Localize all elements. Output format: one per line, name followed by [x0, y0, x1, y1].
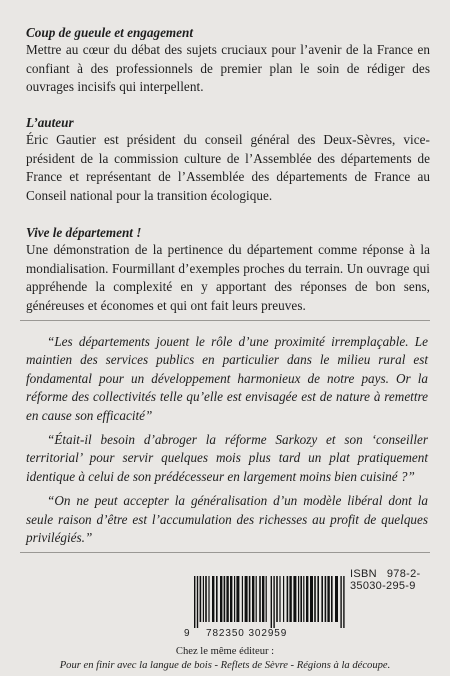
other-titles: Pour en finir avec la langue de bois - Reflets de Sèvre - Régions à la découpe. — [59, 660, 391, 671]
section-text: Éric Gautier est président du conseil général des Deux-Sèvres, vice-président de la commission culture de l’Assemblée des départements de France et représentant de l’Assemblée des départements de France au Conseil national pour la transition écologique. — [26, 132, 430, 203]
barcode-icon — [180, 576, 356, 628]
quotes-block — [26, 333, 428, 553]
divider-top — [20, 320, 430, 321]
isbn-number: 978-2-35030-295-9 — [350, 568, 421, 592]
section-heading: Vive le département ! — [26, 225, 142, 240]
barcode-lead-digit: 9 — [184, 628, 190, 639]
section-heading: L’auteur — [26, 115, 74, 130]
section-departement — [26, 224, 430, 315]
publisher-line: Chez le même éditeur : — [175, 646, 275, 657]
barcode-digits: 782350 302959 — [206, 628, 288, 639]
isbn-label: ISBN — [350, 568, 377, 580]
section-author — [26, 114, 430, 205]
section-heading: Coup de gueule et engagement — [26, 25, 194, 40]
quote: “On ne peut accepter la généralisation d’un modèle libéral dont la seule raison d’être est l’accumulation des richesses au profit de quelques privilégiés.” — [26, 493, 428, 546]
section-text: Mettre au cœur du débat des sujets cruciaux pour l’avenir de la France en confiant à des professionnels de premier plan le soin de rédiger des ouvrages incisifs qui interpellent. — [26, 42, 430, 95]
quote: “Les départements jouent le rôle d’une proximité irremplaçable. Le maintien des services publics en particulier dans le milieu rural est fondamental pour un développement harmonieux de notre pays. Or la réforme des collectivités telle qu’elle est envisagée est de nature à remettre en cause son efficacité” — [26, 334, 428, 423]
divider-bottom — [20, 552, 430, 553]
quote: “Était-il besoin d’abroger la réforme Sarkozy et son ‘conseiller territorial’ pour servir quelques mois plus tard un plat pratiquement identique à celui de son prédécesseur en largement moins bien cuisiné ?” — [26, 432, 428, 484]
isbn — [350, 568, 450, 592]
section-text: Une démonstration de la pertinence du département comme réponse à la mondialisation. Fourmillant d’exemples proches du terrain. Un ouvrage qui appréhende la complexité en y apportant des réponses de bon sens, généreuses et économes et qui ont fait leurs preuves. — [26, 242, 430, 313]
section-engagement — [26, 24, 430, 97]
